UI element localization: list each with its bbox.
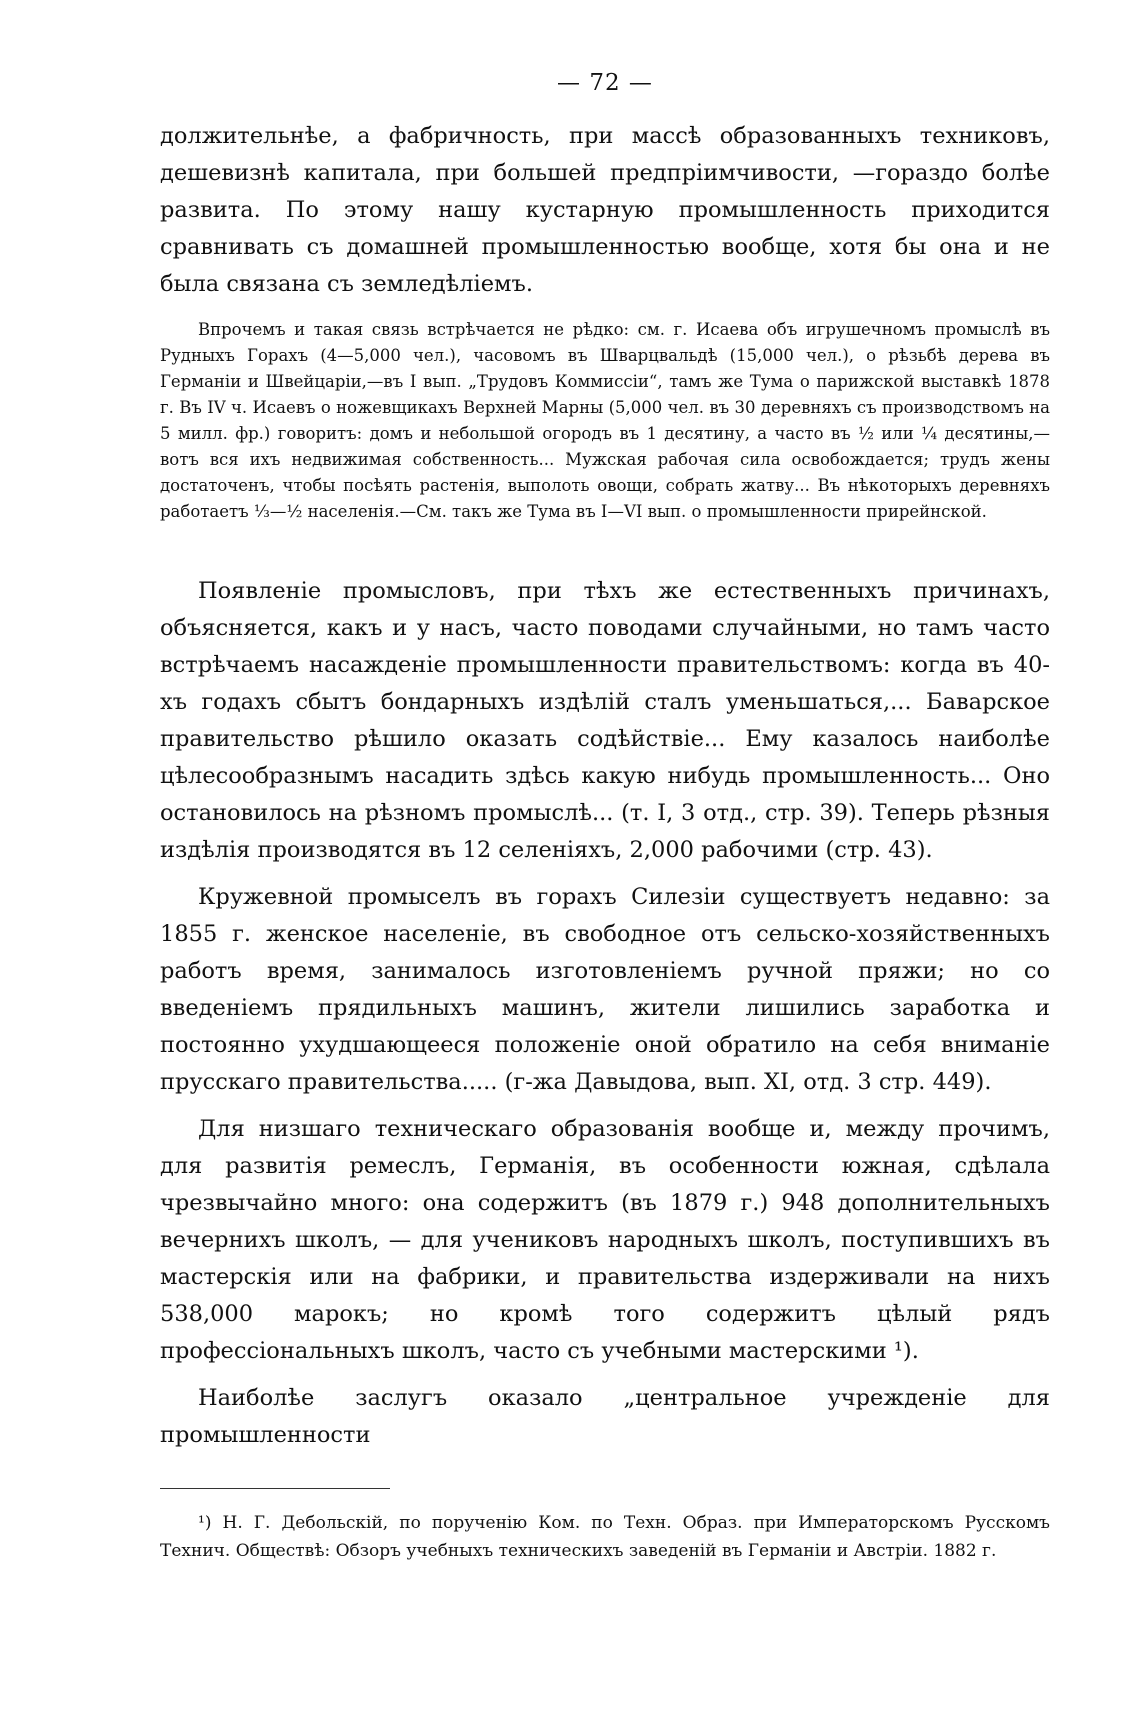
paragraph-central-institution: Наиболѣе заслугъ оказало „центральное учрежденіе для промышленности [160, 1385, 1050, 1448]
small-print-note: Впрочемъ и такая связь встрѣчается не рѣдко: см. г. Исаева объ игрушечномъ промыслѣ въ Рудныхъ Горахъ (4—5,000 чел.), часовомъ въ Шварцвальдѣ (15,000 чел.), о рѣзьбѣ дерева въ Германіи и Швейцаріи,—въ I вып. „Трудовъ Коммиссіи“, тамъ же Тума о парижской выставкѣ 1878 г. Въ IV ч. Исаевъ о ножевщикахъ Верхней Марны (5,000 чел. въ 30 деревняхъ съ производствомъ на 5 милл. фр.) говоритъ: домъ и небольшой огородъ въ 1 десятину, а часто въ ½ или ¼ десятины,—вотъ вся ихъ недвижимая собственность... Мужская рабочая сила освобождается; трудъ жены достаточенъ, чтобы посѣять растенія, выполоть овощи, собрать жатву... Въ нѣкоторыхъ деревняхъ работаетъ ⅓—½ населенія.—См. такъ же Тума въ I—VI вып. о промышленности прирейнской. [160, 320, 1050, 521]
page-body [160, 70, 1050, 1565]
paragraph-continuation: должительнѣе, а фабричность, при массѣ образованныхъ техниковъ, дешевизнѣ капитала, при большей предпріимчивости, —гораздо болѣе развита. По этому нашу кустарную промышленность приходится сравнивать съ домашней промышленностью вообще, хотя бы она и не была связана съ земледѣліемъ. [160, 123, 1050, 297]
footnote-divider [160, 1488, 390, 1489]
paragraph-lace-trade: Кружевной промыселъ въ горахъ Силезіи существуетъ недавно: за 1855 г. женское населеніе, въ свободное отъ сельско-хозяйственныхъ работъ время, занималось изготовленіемъ ручной пряжи; но со введеніемъ прядильныхъ машинъ, жители лишились заработка и постоянно ухудшающееся положеніе оной обратило на себя вниманіе прусскаго правительства..... (г-жа Давыдова, вып. XI, отд. 3 стр. 449). [160, 884, 1050, 1095]
paragraph-technical-education: Для низшаго техническаго образованія вообще и, между прочимъ, для развитія ремеслъ, Германія, въ особенности южная, сдѣлала чрезвычайно много: она содержитъ (въ 1879 г.) 948 дополнительныхъ вечернихъ школъ, — для учениковъ народныхъ школъ, поступившихъ въ мастерскія или на фабрики, и правительства издерживали на нихъ 538,000 марокъ; но кромѣ того содержитъ цѣлый рядъ профессіональныхъ школъ, часто съ учебными мастерскими ¹). [160, 1116, 1050, 1364]
page-number: — 72 — [557, 70, 653, 96]
section-gap [160, 525, 1050, 573]
footnote: ¹) Н. Г. Дебольскій, по порученію Ком. по Техн. Образ. при Императорскомъ Русскомъ Технич. Обществѣ: Обзоръ учебныхъ техническихъ заведеній въ Германіи и Австріи. 1882 г. [160, 1513, 1050, 1561]
paragraph-origin-of-trades: Появленіе промысловъ, при тѣхъ же естественныхъ причинахъ, объясняется, какъ и у насъ, часто поводами случайными, но тамъ часто встрѣчаемъ насажденіе промышленности правительствомъ: когда въ 40-хъ годахъ сбытъ бондарныхъ издѣлій сталъ уменьшаться,... Баварское правительство рѣшило оказать содѣйствіе... Ему казалось наиболѣе цѣлесообразнымъ насадить здѣсь какую нибудь промышленность... Оно остановилось на рѣзномъ промыслѣ... (т. I, 3 отд., стр. 39). Теперь рѣзныя издѣлія производятся въ 12 селеніяхъ, 2,000 рабочими (стр. 43). [160, 578, 1050, 863]
